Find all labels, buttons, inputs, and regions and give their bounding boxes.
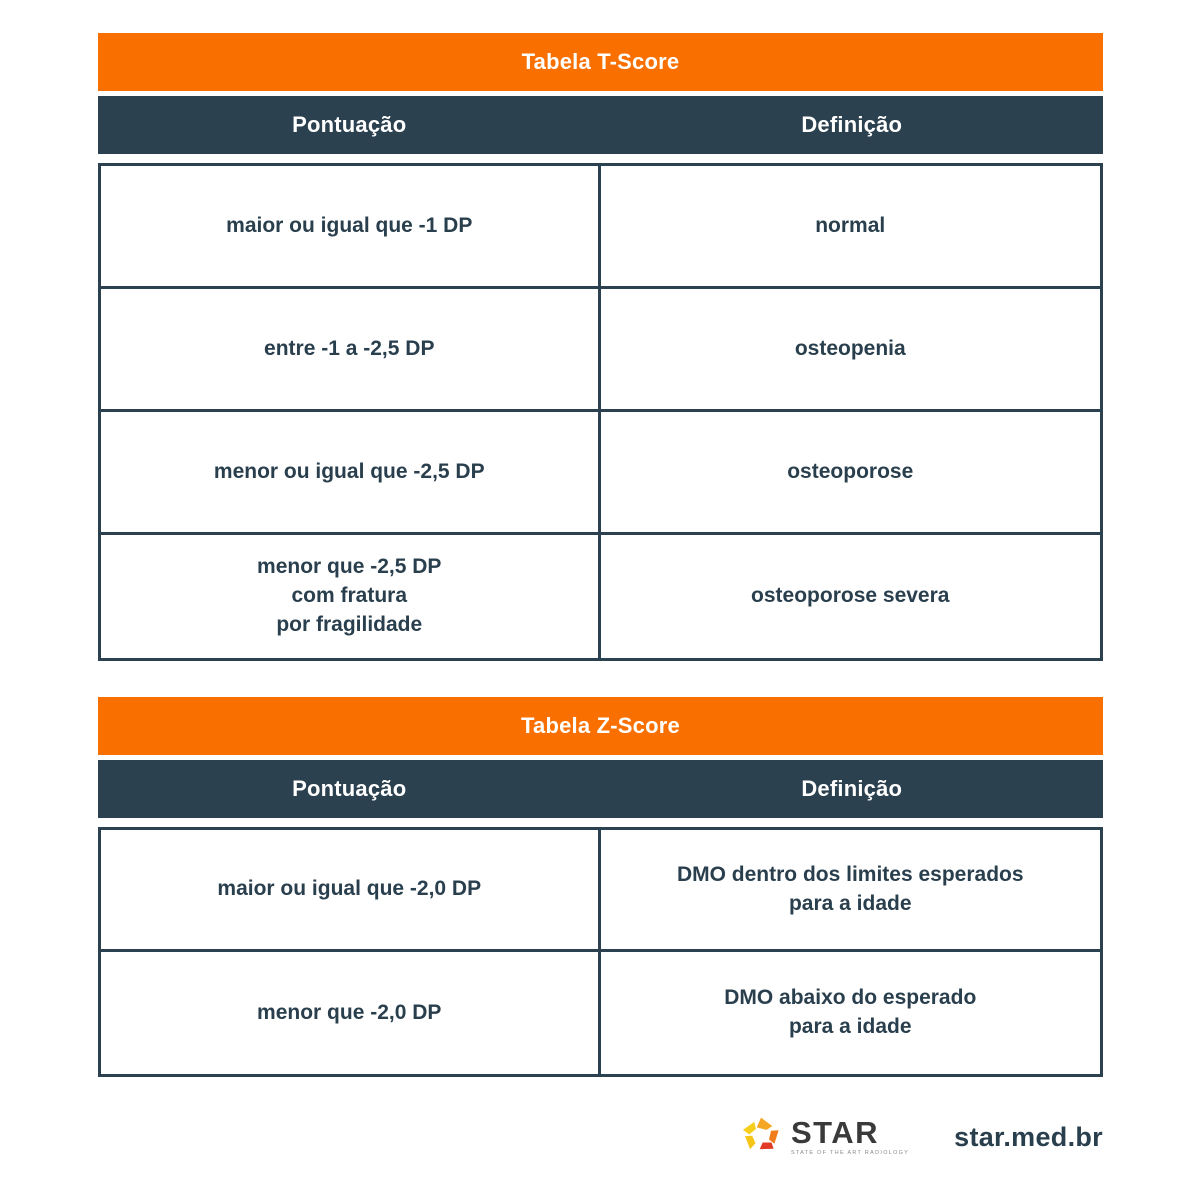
t-score-column-headers — [98, 96, 1103, 154]
z-score-header-pontuacao: Pontuação — [292, 776, 407, 801]
table-row — [101, 289, 1100, 412]
table-row — [101, 535, 1100, 658]
cell-pontuacao: maior ou igual que -2,0 DP — [101, 830, 601, 949]
table-row — [101, 166, 1100, 289]
z-score-table-body — [98, 827, 1103, 1077]
cell-pontuacao: menor que -2,5 DP com fratura por fragilidade — [101, 535, 601, 658]
cell-pontuacao: menor ou igual que -2,5 DP — [101, 412, 601, 532]
z-score-column-headers — [98, 760, 1103, 818]
t-score-table — [98, 33, 1103, 661]
cell-definicao: osteoporose — [787, 459, 914, 483]
cell-definicao: normal — [815, 213, 886, 237]
cell-definicao: DMO abaixo do esperado para a idade — [724, 986, 977, 1038]
cell-definicao: DMO dentro dos limites esperados para a idade — [676, 862, 1024, 915]
t-score-header-definicao: Definição — [801, 112, 903, 137]
table-row — [101, 952, 1100, 1074]
star-logo-wordmark: STAR — [790, 1115, 880, 1151]
cell-definicao: osteopenia — [794, 336, 906, 360]
cell-pontuacao: menor que -2,0 DP — [101, 952, 601, 1074]
star-logo-text — [791, 1117, 909, 1156]
z-score-header-definicao: Definição — [801, 776, 903, 801]
star-logo — [740, 1116, 1103, 1158]
cell-pontuacao: maior ou igual que -1 DP — [101, 166, 601, 286]
star-pinwheel-icon — [740, 1116, 782, 1158]
footer — [0, 1102, 1200, 1172]
t-score-table-title: Tabela T-Score — [98, 33, 1103, 91]
table-row — [101, 830, 1100, 952]
star-logo-tagline: STATE OF THE ART RADIOLOGY — [790, 1150, 910, 1157]
t-score-header-pontuacao: Pontuação — [292, 112, 407, 137]
z-score-table-title: Tabela Z-Score — [98, 697, 1103, 755]
z-score-table — [98, 697, 1103, 1077]
table-row — [101, 412, 1100, 535]
cell-definicao: osteoporose severa — [751, 584, 950, 608]
site-url[interactable]: star.med.br — [954, 1121, 1103, 1152]
t-score-table-body — [98, 163, 1103, 661]
cell-pontuacao: entre -1 a -2,5 DP — [101, 289, 601, 409]
